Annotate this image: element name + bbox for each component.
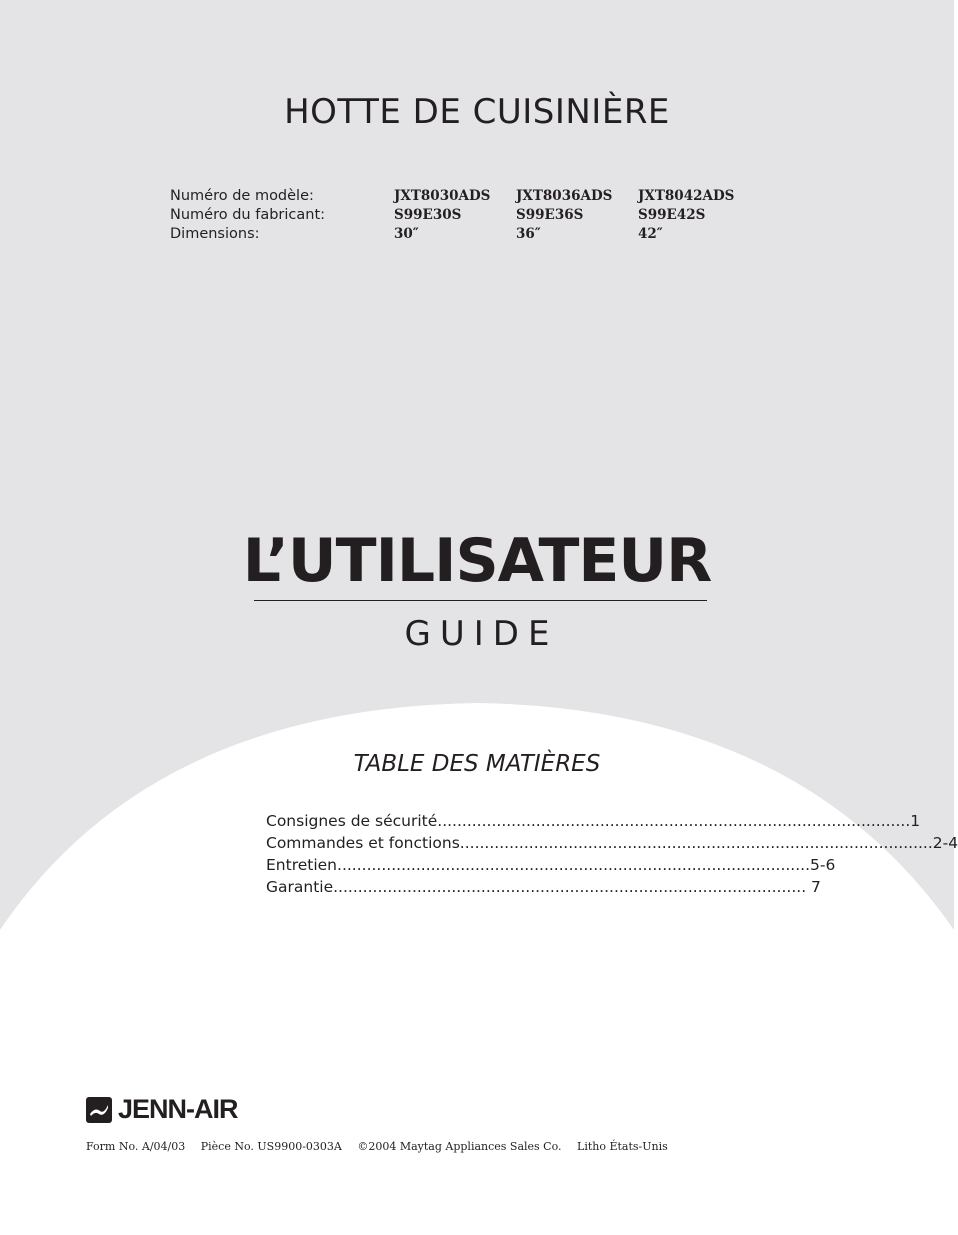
title-divider bbox=[254, 600, 707, 601]
toc-item-title: Commandes et fonctions bbox=[266, 834, 460, 852]
toc-item-page: 2-4 bbox=[932, 834, 958, 852]
toc-leader: ................................................................................................ bbox=[437, 812, 911, 830]
toc-item-page: 5-6 bbox=[810, 856, 836, 874]
spec-value: JXT8030ADS bbox=[394, 188, 491, 204]
toc-item-page: 7 bbox=[806, 878, 821, 896]
toc-item bbox=[266, 834, 958, 856]
form-number: Form No. A/04/03 bbox=[86, 1140, 186, 1153]
toc-leader: ................................................................................................ bbox=[459, 834, 933, 852]
toc-item bbox=[266, 812, 921, 834]
spec-value: S99E42S bbox=[638, 207, 706, 223]
spec-label: Numéro du fabricant: bbox=[170, 207, 326, 223]
spec-value: 42″ bbox=[638, 226, 663, 242]
toc-item-title: Consignes de sécurité bbox=[266, 812, 438, 830]
footer bbox=[86, 1140, 680, 1153]
toc-leader: ................................................................................................ bbox=[337, 856, 811, 874]
toc-leader: ................................................................................................ bbox=[333, 878, 807, 896]
toc-item bbox=[266, 856, 836, 878]
spec-value: 30″ bbox=[394, 226, 419, 242]
brand-logo bbox=[86, 1094, 238, 1125]
table-of-contents bbox=[266, 812, 958, 900]
toc-item-page: 1 bbox=[910, 812, 921, 830]
spec-label: Dimensions: bbox=[170, 226, 260, 242]
product-title: HOTTE DE CUISINIÈRE bbox=[284, 92, 670, 132]
toc-item-title: Garantie bbox=[266, 878, 334, 896]
spec-label: Numéro de modèle: bbox=[170, 188, 314, 204]
spec-row-model bbox=[170, 187, 760, 206]
litho-note: Litho États-Unis bbox=[577, 1140, 668, 1153]
piece-number: Pièce No. US9900-0303A bbox=[200, 1140, 342, 1153]
spec-value: S99E36S bbox=[516, 207, 584, 223]
toc-heading: TABLE DES MATIÈRES bbox=[353, 751, 601, 777]
spec-row-dimensions bbox=[170, 225, 760, 244]
specs-table bbox=[170, 187, 760, 244]
logo-text: JENN-AIR bbox=[118, 1094, 238, 1124]
main-title: L’UTILISATEUR bbox=[242, 526, 712, 596]
jenn-air-logo-icon bbox=[86, 1097, 112, 1123]
subtitle: GUIDE bbox=[404, 614, 559, 654]
spec-row-manufacturer bbox=[170, 206, 760, 225]
spec-value: S99E30S bbox=[394, 207, 462, 223]
toc-item bbox=[266, 878, 821, 900]
spec-value: 36″ bbox=[516, 226, 541, 242]
spec-value: JXT8036ADS bbox=[516, 188, 613, 204]
copyright: ©2004 Maytag Appliances Sales Co. bbox=[357, 1140, 562, 1153]
spec-value: JXT8042ADS bbox=[638, 188, 735, 204]
toc-item-title: Entretien bbox=[266, 856, 338, 874]
